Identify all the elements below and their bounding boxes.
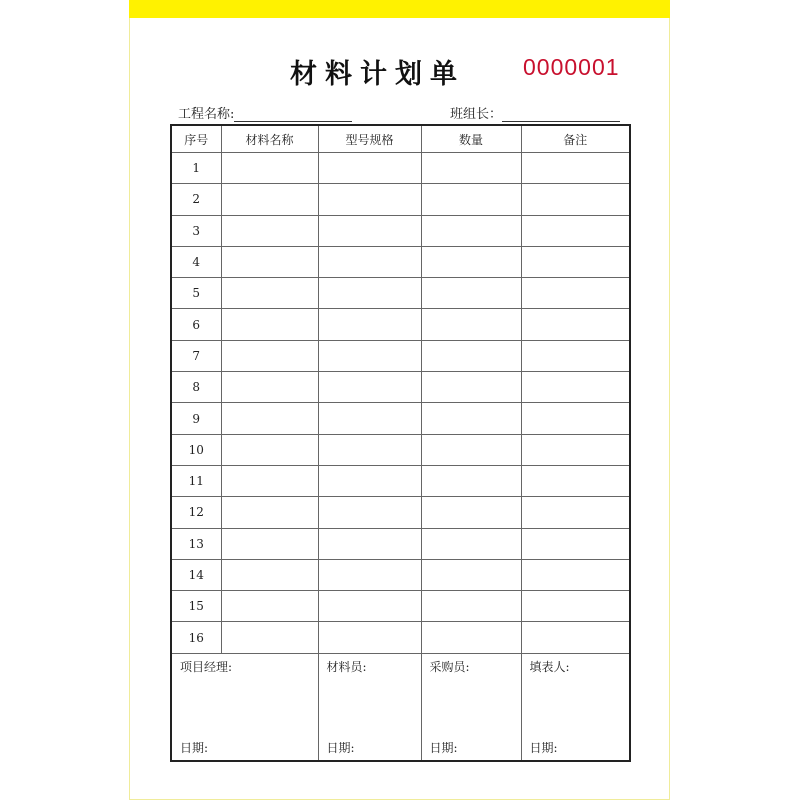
table-row (171, 309, 630, 340)
signature-filler[interactable] (521, 653, 630, 761)
row-cell[interactable] (318, 309, 421, 340)
table-row (171, 184, 630, 215)
row-cell[interactable] (318, 434, 421, 465)
material-clerk-label: 材料员: (326, 659, 367, 674)
table-row (171, 591, 630, 622)
row-cell[interactable] (221, 278, 318, 309)
date-label: 日期: (326, 740, 355, 755)
row-number: 4 (171, 246, 221, 277)
row-cell[interactable] (421, 559, 521, 590)
row-cell[interactable] (521, 591, 630, 622)
row-number: 3 (171, 215, 221, 246)
row-cell[interactable] (221, 528, 318, 559)
row-cell[interactable] (221, 591, 318, 622)
row-cell[interactable] (421, 372, 521, 403)
row-cell[interactable] (421, 215, 521, 246)
signature-project-manager[interactable] (171, 653, 318, 761)
project-name-blank[interactable] (234, 107, 352, 122)
signature-row (171, 653, 630, 761)
row-cell[interactable] (318, 403, 421, 434)
row-cell[interactable] (318, 559, 421, 590)
row-cell[interactable] (421, 622, 521, 653)
row-number: 14 (171, 559, 221, 590)
row-cell[interactable] (521, 434, 630, 465)
header-spec: 型号规格 (318, 125, 421, 153)
row-cell[interactable] (221, 309, 318, 340)
table-row (171, 246, 630, 277)
row-cell[interactable] (521, 184, 630, 215)
table-row (171, 528, 630, 559)
row-cell[interactable] (521, 559, 630, 590)
purchaser-label: 采购员: (429, 659, 470, 674)
project-name-field (178, 103, 352, 122)
row-cell[interactable] (521, 278, 630, 309)
team-leader-field (450, 103, 620, 122)
table-row (171, 559, 630, 590)
row-cell[interactable] (521, 340, 630, 371)
row-cell[interactable] (421, 434, 521, 465)
row-cell[interactable] (318, 246, 421, 277)
row-number: 12 (171, 497, 221, 528)
row-cell[interactable] (421, 246, 521, 277)
row-cell[interactable] (421, 528, 521, 559)
row-number: 9 (171, 403, 221, 434)
row-cell[interactable] (221, 434, 318, 465)
signature-purchaser[interactable] (421, 653, 521, 761)
row-cell[interactable] (421, 465, 521, 496)
table-row (171, 622, 630, 653)
row-cell[interactable] (318, 622, 421, 653)
row-cell[interactable] (318, 465, 421, 496)
row-cell[interactable] (221, 340, 318, 371)
row-cell[interactable] (318, 591, 421, 622)
row-cell[interactable] (318, 153, 421, 184)
table-row (171, 372, 630, 403)
row-cell[interactable] (421, 340, 521, 371)
row-cell[interactable] (318, 278, 421, 309)
date-label: 日期: (429, 740, 458, 755)
row-cell[interactable] (421, 403, 521, 434)
row-cell[interactable] (221, 246, 318, 277)
row-cell[interactable] (221, 215, 318, 246)
date-label: 日期: (180, 740, 209, 755)
row-cell[interactable] (221, 153, 318, 184)
table-header-row (171, 125, 630, 153)
row-cell[interactable] (318, 372, 421, 403)
header-quantity: 数量 (421, 125, 521, 153)
team-leader-blank[interactable] (502, 107, 620, 122)
table-row (171, 465, 630, 496)
row-cell[interactable] (521, 528, 630, 559)
row-cell[interactable] (221, 622, 318, 653)
row-cell[interactable] (521, 215, 630, 246)
row-cell[interactable] (221, 403, 318, 434)
header-seq: 序号 (171, 125, 221, 153)
row-cell[interactable] (421, 309, 521, 340)
row-cell[interactable] (421, 153, 521, 184)
row-cell[interactable] (521, 465, 630, 496)
header-remarks: 备注 (521, 125, 630, 153)
table-row (171, 497, 630, 528)
serial-number: 0000001 (523, 54, 620, 80)
row-cell[interactable] (221, 465, 318, 496)
row-cell[interactable] (521, 309, 630, 340)
row-number: 16 (171, 622, 221, 653)
filler-label: 填表人: (529, 659, 570, 674)
form-title: 材料计划单 (290, 59, 465, 90)
row-number: 1 (171, 153, 221, 184)
table-row (171, 278, 630, 309)
top-color-bar (129, 0, 670, 18)
date-label: 日期: (529, 740, 558, 755)
row-cell[interactable] (318, 340, 421, 371)
row-cell[interactable] (421, 591, 521, 622)
row-cell[interactable] (318, 215, 421, 246)
table-row (171, 434, 630, 465)
row-cell[interactable] (318, 497, 421, 528)
row-cell[interactable] (221, 559, 318, 590)
team-leader-label: 班组长： (450, 107, 503, 122)
row-number: 2 (171, 184, 221, 215)
row-cell[interactable] (521, 246, 630, 277)
table-row (171, 215, 630, 246)
row-cell[interactable] (318, 184, 421, 215)
row-number: 11 (171, 465, 221, 496)
row-number: 15 (171, 591, 221, 622)
row-cell[interactable] (421, 184, 521, 215)
project-manager-label: 项目经理: (180, 659, 233, 674)
signature-material-clerk[interactable] (318, 653, 421, 761)
row-cell[interactable] (221, 184, 318, 215)
row-cell[interactable] (521, 153, 630, 184)
header-material-name: 材料名称 (221, 125, 318, 153)
row-number: 6 (171, 309, 221, 340)
row-number: 10 (171, 434, 221, 465)
row-number: 8 (171, 372, 221, 403)
row-number: 13 (171, 528, 221, 559)
table-row (171, 403, 630, 434)
row-cell[interactable] (521, 372, 630, 403)
table-row (171, 153, 630, 184)
row-number: 7 (171, 340, 221, 371)
row-cell[interactable] (221, 372, 318, 403)
row-cell[interactable] (521, 497, 630, 528)
row-number: 5 (171, 278, 221, 309)
row-cell[interactable] (318, 528, 421, 559)
table-row (171, 340, 630, 371)
material-table (170, 124, 631, 762)
project-name-label: 工程名称: (178, 107, 235, 122)
row-cell[interactable] (421, 497, 521, 528)
row-cell[interactable] (221, 497, 318, 528)
row-cell[interactable] (421, 278, 521, 309)
row-cell[interactable] (521, 622, 630, 653)
row-cell[interactable] (521, 403, 630, 434)
